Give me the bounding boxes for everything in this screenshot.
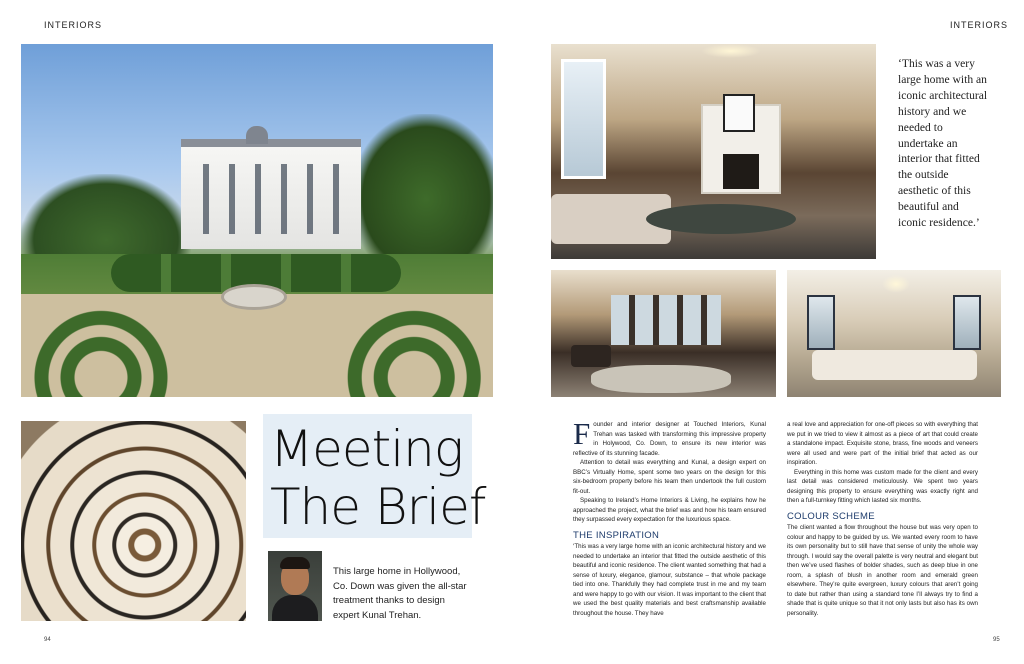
article-paragraph: The client wanted a flow throughout the house but was very open to colour and happy to be guided by us. We wanted every room to have its own personality but to still have that sense of unity the whole way through. I would say the overall palette is very neutral and elegant but then we’ve used flashes of bolder shades, such as deep blue in one room, a splash of blush in another room and emerald green elsewhere. They’re quite evergreen, luxury colours that aren’t going to date but rather than using a standard tone I’ll always try to find a shade that is quite unique so that it not only lasts but also has its own personality. bbox=[787, 524, 978, 617]
designer-portrait-photo bbox=[268, 551, 322, 621]
article-title-line2: The Brief bbox=[270, 478, 486, 536]
section-label-right: INTERIORS bbox=[950, 20, 1009, 30]
pull-quote: ‘This was a very large home with an iconic architectural history and we needed to undertake an interior that fitted the outside aesthetic of this beautiful and iconic residence.’ bbox=[898, 57, 988, 230]
house-exterior-photo bbox=[21, 44, 493, 397]
article-paragraph: Everything in this home was custom made for the client and every last detail was considered meticulously. We spent two years designing this property to ensure everything was exactly right and then a full-turnkey fitting which lasted six months. bbox=[787, 468, 978, 504]
article-paragraph: Speaking to Ireland’s Home Interiors & Living, he explains how he approached the project, what the brief was and how his team ensured they surpassed every expectation for the luxurious space. bbox=[573, 497, 766, 523]
living-room-photo bbox=[551, 44, 876, 259]
section-label-left: INTERIORS bbox=[44, 20, 103, 30]
page-number-left: 94 bbox=[44, 637, 51, 643]
spiral-staircase-photo bbox=[21, 421, 246, 621]
article-paragraph: Attention to detail was everything and Kunal, a design expert on BBC’s Virtually Home, spent some two years on the design for this six-bedroom property before his team then undertook the full custom fit-out. bbox=[573, 459, 766, 495]
section-heading-colour-scheme: COLOUR SCHEME bbox=[787, 510, 875, 522]
drop-cap: F bbox=[573, 416, 591, 451]
lounge-chandelier-photo bbox=[787, 270, 1001, 397]
section-heading-inspiration: THE INSPIRATION bbox=[573, 529, 660, 541]
intro-text: This large home in Hollywood, Co. Down was given the all-star treatment thanks to design expert Kunal Trehan. bbox=[333, 566, 467, 621]
article-paragraph: Founder and interior designer at Touched Interiors, Kunal Trehan was tasked with transforming this impressive property in Holywood, Co. Down, to ensure its new interior was reflective of its stunning facade. bbox=[573, 416, 766, 457]
article-title-line1: Meeting bbox=[270, 420, 463, 478]
article-column-2 bbox=[787, 420, 978, 618]
article-paragraph: a real love and appreciation for one-off pieces so with everything that we put in we tried to view it almost as a piece of art that could create a standalone impact. Exquisite stone, brass, fine woods and veneers were all used and were part of the initial brief that acted as our inspiration. bbox=[787, 421, 978, 466]
lounge-bay-window-photo bbox=[551, 270, 776, 397]
article-column-1 bbox=[573, 416, 766, 618]
page-number-right: 95 bbox=[993, 637, 1000, 643]
article-paragraph: ‘This was a very large home with an iconic architectural history and we needed to undertake an interior that fitted the outside aesthetic of this beautiful and iconic residence. The client wanted something that had a sense of luxury, elegance, glamour, substance – that whole package tied into one. Thankfully they had complete trust in me and my team and were happy to go with our vision. It was important to the client that we used the best quality materials and best craftsmanship available throughout the house. They have bbox=[573, 543, 766, 617]
